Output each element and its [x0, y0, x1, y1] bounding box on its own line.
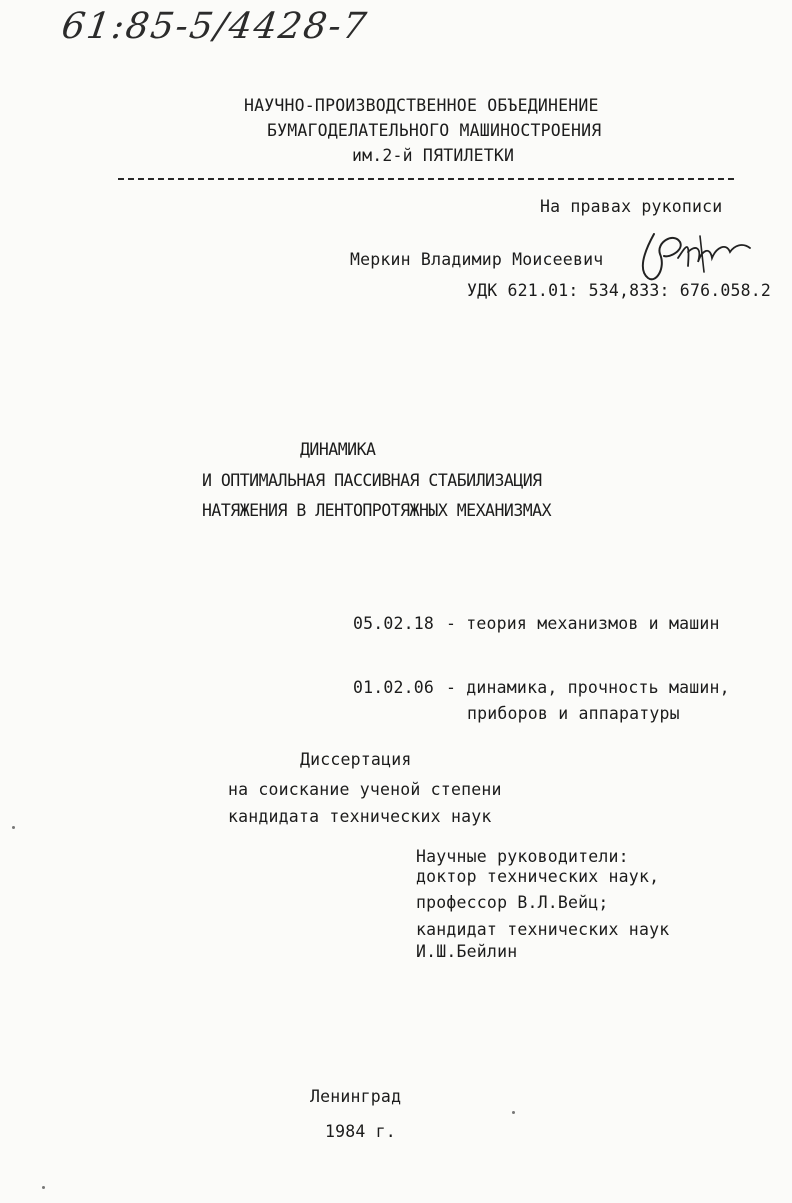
specialty-code: 05.02.18 [353, 614, 435, 633]
scan-speck [42, 1186, 45, 1189]
organization-line-3: им.2-й ПЯТИЛЕТКИ [352, 146, 515, 165]
scan-speck [512, 1111, 515, 1114]
organization-line-1: НАУЧНО-ПРОИЗВОДСТВЕННОЕ ОБЪЕДИНЕНИЕ [244, 96, 599, 115]
organization-line-2: БУМАГОДЕЛАТЕЛЬНОГО МАШИНОСТРОЕНИЯ [267, 121, 602, 140]
supervisors-heading: Научные руководители: [416, 847, 629, 866]
specialty-code: 01.02.06 [353, 678, 435, 697]
specialty-name: - теория механизмов и машин [446, 614, 720, 633]
degree-line-3: кандидата технических наук [228, 807, 492, 826]
udc-code: УДК 621.01: 534,833: 676.058.2 [467, 281, 772, 300]
specialty-name: - динамика, прочность машин, [446, 678, 730, 697]
specialty-name-continued: приборов и аппаратуры [467, 704, 680, 723]
supervisor-line-4: И.Ш.Бейлин [416, 942, 518, 961]
author-name: Меркин Владимир Моисеевич [350, 250, 604, 269]
supervisor-line-2: профессор В.Л.Вейц; [416, 893, 609, 912]
handwritten-archive-number: 61:85-5/4428-7 [59, 6, 371, 47]
title-line-1: ДИНАМИКА [300, 440, 376, 459]
degree-line-1: Диссертация [300, 750, 412, 769]
supervisor-line-3: кандидат технических наук [416, 920, 670, 939]
rights-note: На правах рукописи [540, 197, 723, 216]
city: Ленинград [310, 1087, 402, 1106]
title-line-2: И ОПТИМАЛЬНАЯ ПАССИВНАЯ СТАБИЛИЗАЦИЯ [202, 471, 542, 490]
degree-line-2: на соискание ученой степени [228, 780, 502, 799]
year: 1984 г. [325, 1122, 396, 1141]
scan-speck [12, 826, 15, 829]
header-divider [118, 178, 734, 180]
supervisor-line-1: доктор технических наук, [416, 867, 660, 886]
title-line-3: НАТЯЖЕНИЯ В ЛЕНТОПРОТЯЖНЫХ МЕХАНИЗМАХ [202, 501, 552, 520]
